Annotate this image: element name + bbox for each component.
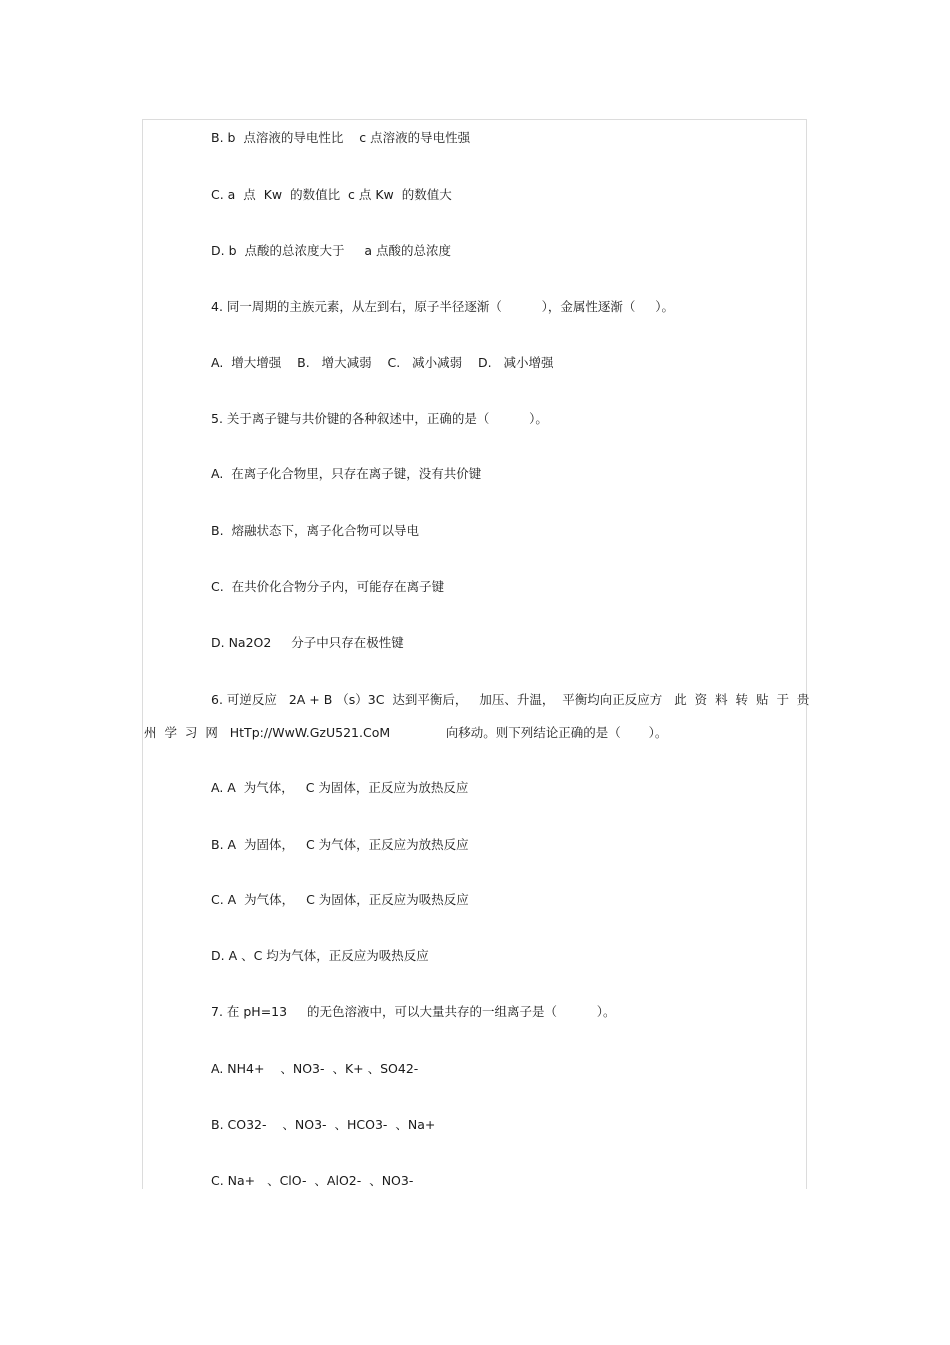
- option-7c: C. Na+ 、ClO- 、AlO2- 、NO3-: [211, 1173, 414, 1188]
- option-5d: D. Na2O2 分子中只存在极性键: [211, 635, 404, 650]
- option-3c: C. a 点 Kw 的数值比 c 点 Kw 的数值大: [211, 187, 452, 202]
- question-4-options: A. 增大增强 B. 增大减弱 C. 减小减弱 D. 减小增强: [211, 355, 554, 370]
- question-6-line-2: 州 学 习 网 HtTp://WwW.GzU521.CoM 向移动。则下列结论正确的是（ ）。: [144, 725, 668, 740]
- option-6a: A. A 为气体， C 为固体，正反应为放热反应: [211, 780, 469, 795]
- option-6c: C. A 为气体， C 为固体，正反应为吸热反应: [211, 892, 469, 907]
- option-5b: B. 熔融状态下，离子化合物可以导电: [211, 523, 419, 538]
- question-5: 5. 关于离子键与共价键的各种叙述中，正确的是（ ）。: [211, 411, 548, 426]
- option-5c: C. 在共价化合物分子内，可能存在离子键: [211, 579, 445, 594]
- option-7a: A. NH4+ 、NO3- 、K+ 、SO42-: [211, 1061, 419, 1076]
- question-7: 7. 在 pH=13 的无色溶液中，可以大量共存的一组离子是（ ）。: [211, 1004, 616, 1019]
- question-4: 4. 同一周期的主族元素，从左到右，原子半径逐渐（ ），金属性逐渐（ ）。: [211, 299, 675, 314]
- option-6d: D. A 、C 均为气体，正反应为吸热反应: [211, 948, 429, 963]
- question-6-line-1: 6. 可逆反应 2A + B （s）3C 达到平衡后， 加压、升温， 平衡均向正反应方 此 资 料 转 贴 于 贵: [211, 692, 810, 707]
- option-6b: B. A 为固体， C 为气体，正反应为放热反应: [211, 837, 469, 852]
- option-3d: D. b 点酸的总浓度大于 a 点酸的总浓度: [211, 243, 451, 258]
- option-7b: B. CO32- 、NO3- 、HCO3- 、Na+: [211, 1117, 436, 1132]
- page-frame: [142, 119, 810, 1189]
- option-5a: A. 在离子化合物里，只存在离子键，没有共价键: [211, 466, 482, 481]
- option-3b: B. b 点溶液的导电性比 c 点溶液的导电性强: [211, 130, 471, 145]
